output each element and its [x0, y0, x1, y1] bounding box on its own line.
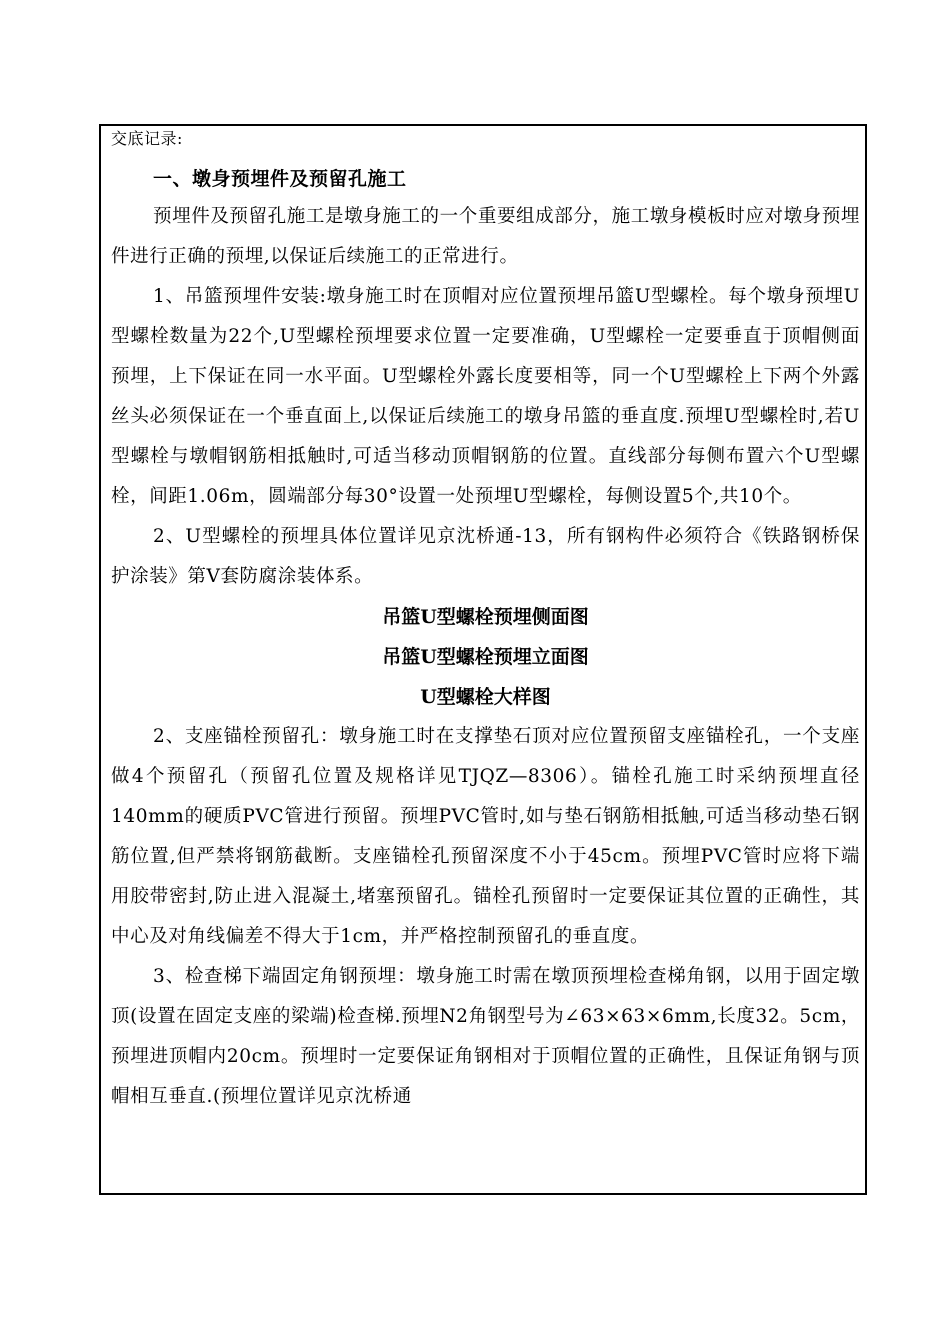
figure-title-bolt-detail: U型螺栓大样图 [420, 686, 551, 708]
paragraph-basket-embed: 1、吊篮预埋件安装:墩身施工时在顶帽对应位置预埋吊篮U型螺栓。每个墩身预埋U型螺栓数量为22个,U型螺栓预埋要求位置一定要准确，U型螺栓一定要垂直于顶帽侧面预埋，上下保证在同一水平面。U型螺栓外露长度要相等，同一个U型螺栓上下两个外露丝头必须保证在一个垂直面上,以保证后续施工的墩身吊篮的垂直度.预埋U型螺栓时,若U型螺栓与墩帽钢筋相抵触时,可适当移动顶帽钢筋的位置。直线部分每侧布置六个U型螺栓，间距1.06m，圆端部分每30°设置一处预埋U型螺栓，每侧设置5个,共10个。 [111, 286, 860, 507]
paragraph-ladder-angle: 3、检查梯下端固定角钢预埋：墩身施工时需在墩顶预埋检查梯角钢，以用于固定墩顶(设置在固定支座的梁端)检查梯.预埋N2角钢型号为∠63×63×6mm,长度32。5cm，预埋进顶帽内20cm。预埋时一定要保证角钢相对于顶帽位置的正确性，且保证角钢与顶帽相互垂直.(预埋位置详见京沈桥通 [111, 966, 860, 1107]
paragraph-bearing-anchor: 2、支座锚栓预留孔：墩身施工时在支撑垫石顶对应位置预留支座锚栓孔，一个支座做4个预留孔（预留孔位置及规格详见TJQZ—8306）。锚栓孔施工时采纳预埋直径140mm的硬质PVC管进行预留。预埋PVC管时,如与垫石钢筋相抵触,可适当移动垫石钢筋位置,但严禁将钢筋截断。支座锚栓孔预留深度不小于45cm。预埋PVC管时应将下端用胶带密封,防止进入混凝土,堵塞预留孔。锚栓孔预留时一定要保证其位置的正确性，其中心及对角线偏差不得大于1cm，并严格控制预留孔的垂直度。 [111, 726, 860, 947]
document-frame [99, 124, 867, 1195]
record-label: 交底记录: [111, 129, 183, 148]
figure-title-elevation-view: 吊篮U型螺栓预埋立面图 [382, 646, 589, 668]
document-body [111, 126, 860, 1117]
figure-title-side-view: 吊篮U型螺栓预埋侧面图 [382, 606, 589, 628]
section-heading: 一、墩身预埋件及预留孔施工 [153, 168, 407, 190]
paragraph-bolt-location: 2、U型螺栓的预埋具体位置详见京沈桥通-13，所有钢构件必须符合《铁路钢桥保护涂装》第V套防腐涂装体系。 [111, 526, 860, 587]
paragraph-intro: 预埋件及预留孔施工是墩身施工的一个重要组成部分，施工墩身模板时应对墩身预埋件进行正确的预埋,以保证后续施工的正常进行。 [111, 206, 860, 267]
